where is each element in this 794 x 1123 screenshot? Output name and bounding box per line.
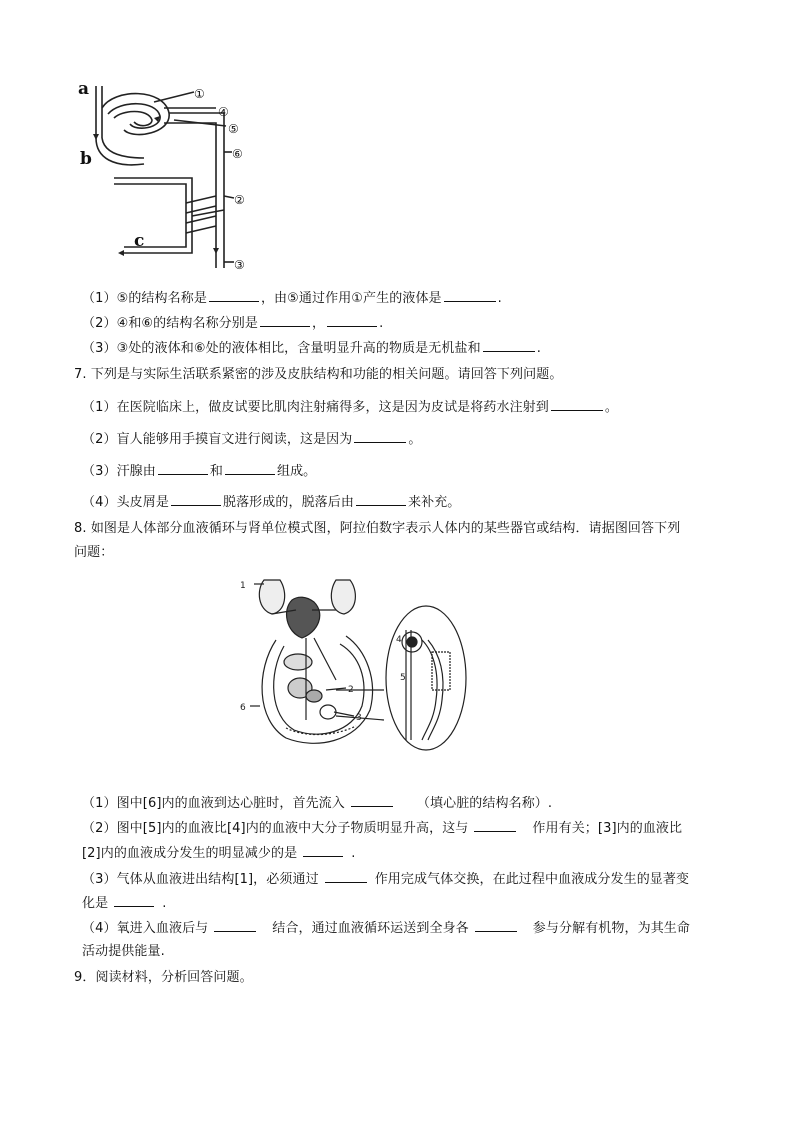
marker-4: ④ bbox=[218, 105, 229, 119]
q7-blank-4[interactable] bbox=[225, 461, 275, 475]
q7-blank-1[interactable] bbox=[551, 397, 603, 411]
q7-part4: （4）头皮屑是 脱落形成的，脱落后由 来补充。 bbox=[82, 492, 460, 512]
q8-part3-line2: 化是 . bbox=[82, 893, 166, 913]
q8-stem-line1: 8. 如图是人体部分血液循环与肾单位模式图，阿拉伯数字表示人体内的某些器官或结构．请据图回答下列 bbox=[74, 521, 681, 536]
fig2-label-4: 4 bbox=[396, 635, 402, 645]
q8-blank-4[interactable] bbox=[325, 869, 367, 883]
fig2-label-2: 2 bbox=[348, 685, 354, 695]
q8-part2-line2: [2]内的血液成分发生的明显减少的是 . bbox=[82, 843, 355, 863]
q6-blank-3[interactable] bbox=[260, 313, 310, 327]
fig2-label-3: 3 bbox=[356, 713, 362, 723]
q8-blank-2[interactable] bbox=[474, 818, 516, 832]
label-a: a bbox=[78, 79, 90, 99]
q8-part3-line1: （3）气体从血液进出结构[1]，必须通过 作用完成气体交换，在此过程中血液成分发生的显著变 bbox=[82, 869, 689, 889]
marker-3: ③ bbox=[234, 258, 245, 272]
fig2-label-6: 6 bbox=[240, 703, 246, 713]
label-c: c bbox=[134, 231, 145, 251]
fig2-label-1: 1 bbox=[240, 581, 246, 591]
q7-blank-6[interactable] bbox=[356, 492, 406, 506]
q8-stem-line2: 问题： bbox=[74, 545, 114, 560]
q8-blank-1[interactable] bbox=[351, 793, 393, 807]
q6-blank-4[interactable] bbox=[327, 313, 377, 327]
q8-part1: （1）图中[6]内的血液到达心脏时，首先流入 （填心脏的结构名称）. bbox=[82, 793, 552, 813]
q7-part3: （3）汗腺由 和 组成。 bbox=[82, 461, 316, 481]
label-b: b bbox=[80, 149, 92, 169]
circulation-diagram bbox=[236, 570, 476, 760]
q7-blank-5[interactable] bbox=[171, 492, 221, 506]
q6-blank-2[interactable] bbox=[444, 288, 496, 302]
marker-1: ① bbox=[194, 87, 205, 101]
q8-blank-3[interactable] bbox=[303, 843, 343, 857]
q6-part1: （1）⑤的结构名称是 ，由⑤通过作用①产生的液体是 . bbox=[82, 288, 502, 308]
marker-5: ⑤ bbox=[228, 122, 239, 136]
q7-stem: 7. 下列是与实际生活联系紧密的涉及皮肤结构和功能的相关问题。请回答下列问题。 bbox=[74, 367, 563, 382]
q8-part2-line1: （2）图中[5]内的血液比[4]内的血液中大分子物质明显升高，这与 作用有关；[3]内的血液比 bbox=[82, 818, 682, 838]
q7-blank-3[interactable] bbox=[158, 461, 208, 475]
marker-6: ⑥ bbox=[232, 147, 243, 161]
marker-2: ② bbox=[234, 193, 245, 207]
q7-part1: （1）在医院临床上，做皮试要比肌肉注射痛得多，这是因为皮试是将药水注射到 。 bbox=[82, 397, 618, 417]
fig2-label-5: 5 bbox=[400, 673, 406, 683]
q8-blank-7[interactable] bbox=[475, 918, 517, 932]
q8-blank-6[interactable] bbox=[214, 918, 256, 932]
q8-blank-5[interactable] bbox=[114, 893, 154, 907]
q6-part2: （2）④和⑥的结构名称分别是 ， . bbox=[82, 313, 383, 333]
q8-part4-line1: （4）氧进入血液后与 结合，通过血液循环运送到全身各 参与分解有机物，为其生命 bbox=[82, 918, 690, 938]
q8-part4-line2: 活动提供能量. bbox=[82, 944, 165, 959]
q9-stem: 9．阅读材料，分析回答问题。 bbox=[74, 970, 253, 985]
q6-blank-5[interactable] bbox=[483, 338, 535, 352]
nephron-diagram bbox=[74, 78, 274, 278]
q6-part3: （3）③处的液体和⑥处的液体相比，含量明显升高的物质是无机盐和 . bbox=[82, 338, 541, 358]
q7-blank-2[interactable] bbox=[354, 429, 406, 443]
q7-part2: （2）盲人能够用手摸盲文进行阅读，这是因为 。 bbox=[82, 429, 421, 449]
q6-blank-1[interactable] bbox=[209, 288, 259, 302]
